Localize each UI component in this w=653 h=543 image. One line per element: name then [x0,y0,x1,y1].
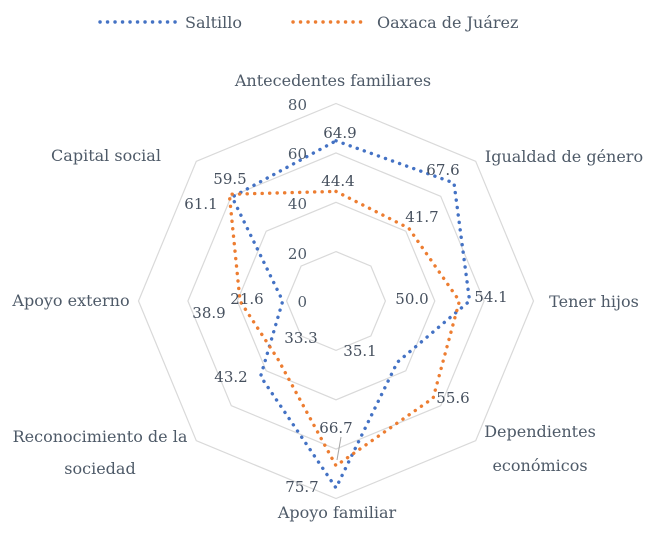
saltillo-apoyo-familiar-value: 75.7 [285,478,319,496]
legend [100,13,518,32]
axis-label-dependientes-line2: económicos [492,456,588,475]
axis-label-igualdad: Igualdad de género [484,147,644,166]
saltillo-igualdad-value: 67.6 [426,161,460,179]
saltillo-apoyo-externo-value: 21.6 [230,290,264,308]
axis-label-dependientes-line1: Dependientes [484,422,596,441]
value-axis-ticks [288,96,307,311]
data-labels-saltillo [213,124,507,496]
data-labels-oaxaca [184,172,469,437]
tick-60: 60 [287,145,307,163]
saltillo-tener-hijos-value: 54.1 [474,288,508,306]
axis-label-apoyo-externo: Apoyo externo [12,291,130,310]
axis-label-reconocimiento-line2: sociedad [64,459,136,478]
oaxaca-tener-hijos-value: 50.0 [395,290,429,308]
axis-label-antecedentes: Antecedentes familiares [234,71,432,90]
oaxaca-antecedentes-value: 44.4 [321,172,355,190]
legend-label-saltillo: Saltillo [185,13,243,32]
oaxaca-apoyo-familiar-value: 66.7 [319,419,353,437]
saltillo-reconocimiento-value: 43.2 [214,368,248,386]
oaxaca-capital-social-value: 61.1 [184,195,218,213]
oaxaca-dependientes-value: 55.6 [436,389,470,407]
oaxaca-apoyo-externo-value: 38.9 [192,304,226,322]
tick-20: 20 [287,245,307,263]
axis-label-capital-social: Capital social [51,146,161,165]
axis-label-apoyo-familiar: Apoyo familiar [277,503,397,522]
oaxaca-igualdad-value: 41.7 [405,208,439,226]
tick-40: 40 [287,195,307,213]
saltillo-antecedentes-value: 64.9 [323,124,357,142]
oaxaca-reconocimiento-value: 33.3 [284,329,318,347]
axis-label-reconocimiento-line1: Reconocimiento de la [12,427,188,446]
axis-label-tener-hijos: Tener hijos [549,292,639,311]
tick-80: 80 [287,96,307,114]
saltillo-dependientes-value: 35.1 [343,342,377,360]
tick-0: 0 [297,293,307,311]
legend-label-oaxaca: Oaxaca de Juárez [377,13,519,32]
saltillo-capital-social-value: 59.5 [213,170,247,188]
